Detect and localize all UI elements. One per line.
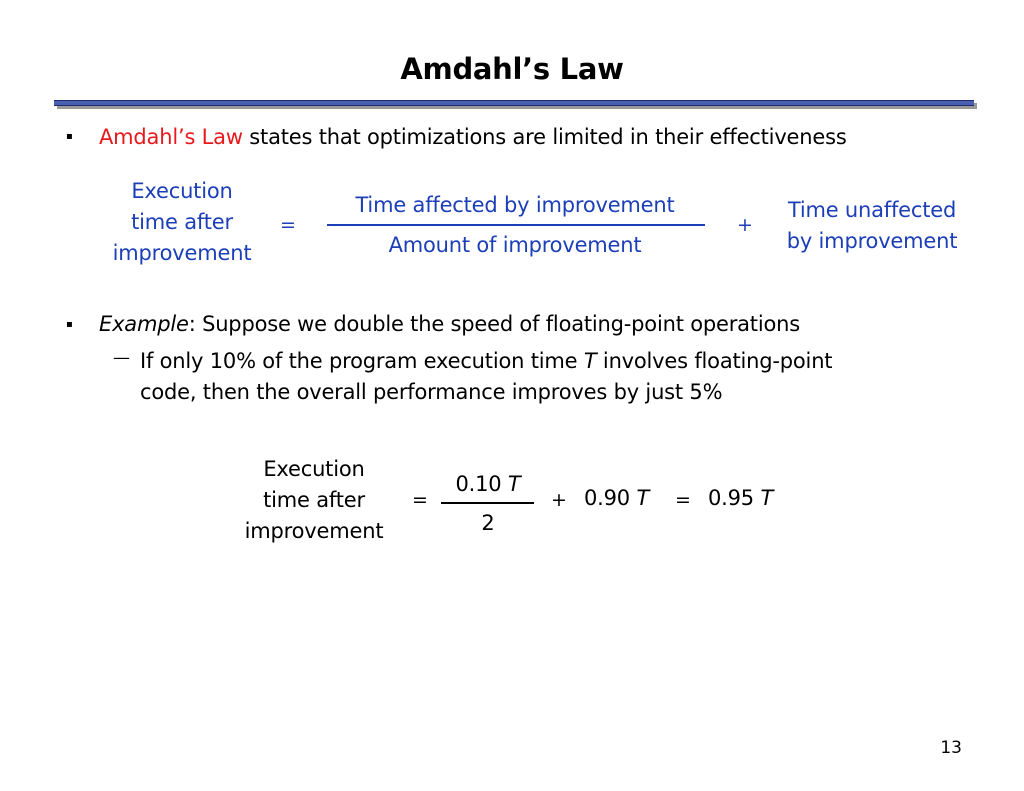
formula1-rhs-line: by improvement (786, 229, 958, 253)
formula2-fraction-bar (441, 502, 534, 504)
variable-t: T (636, 486, 650, 510)
example-term: Example (99, 312, 189, 336)
sub-bullet-dash: — (113, 348, 130, 368)
formula1-equals: = (280, 214, 296, 236)
example-text: : Suppose we double the speed of floating-point operations (188, 312, 800, 336)
bullet-marker: ▪ (66, 319, 73, 330)
formula2-lhs-line: improvement (244, 519, 384, 543)
formula2-lhs-line: time after (263, 488, 365, 512)
formula2-term2 (584, 486, 649, 510)
formula1-fraction-bar (327, 224, 705, 226)
formula1-plus: + (737, 214, 753, 236)
bullet-marker: ▪ (66, 131, 73, 142)
variable-t: T (583, 349, 597, 373)
formula2-result (708, 486, 773, 510)
variable-t: T (507, 472, 521, 496)
formula2-result-value: 0.95 (708, 486, 761, 510)
formula2-numerator (436, 469, 540, 500)
formula1-rhs-line: Time unaffected (787, 198, 957, 222)
formula2-lhs (222, 454, 406, 547)
amdahl-term: Amdahl’s Law (99, 125, 243, 149)
page-number: 13 (940, 738, 962, 758)
formula2-numerator-value: 0.10 (455, 472, 508, 496)
formula2-denominator: 2 (481, 511, 495, 535)
formula2-equals2: = (675, 489, 691, 511)
variable-t: T (760, 486, 774, 510)
formula2-term2-value: 0.90 (584, 486, 637, 510)
slide-title: Amdahl’s Law (400, 52, 624, 86)
formula2-equals: = (412, 489, 428, 511)
sub-bullet-line1 (140, 349, 832, 373)
sub-bullet-text: If only 10% of the program execution time (140, 349, 584, 373)
formula1-lhs-line: time after (131, 210, 233, 234)
formula2-lhs-line: Execution (263, 457, 365, 481)
formula1-denominator: Amount of improvement (388, 233, 642, 257)
formula1-rhs (768, 195, 976, 257)
title-rule (54, 100, 974, 106)
sub-bullet-line2: code, then the overall performance improves by just 5% (140, 380, 723, 404)
amdahl-statement-text: states that optimizations are limited in their effectiveness (242, 125, 847, 149)
sub-bullet-text: involves floating-point (596, 349, 833, 373)
formula1-numerator: Time affected by improvement (355, 193, 675, 217)
bullet-amdahl-statement (99, 125, 847, 149)
bullet-example (99, 312, 800, 336)
formula2-plus: + (551, 489, 567, 511)
formula1-lhs-line: Execution (131, 179, 233, 203)
formula1-lhs (88, 176, 276, 269)
formula1-lhs-line: improvement (112, 241, 252, 265)
